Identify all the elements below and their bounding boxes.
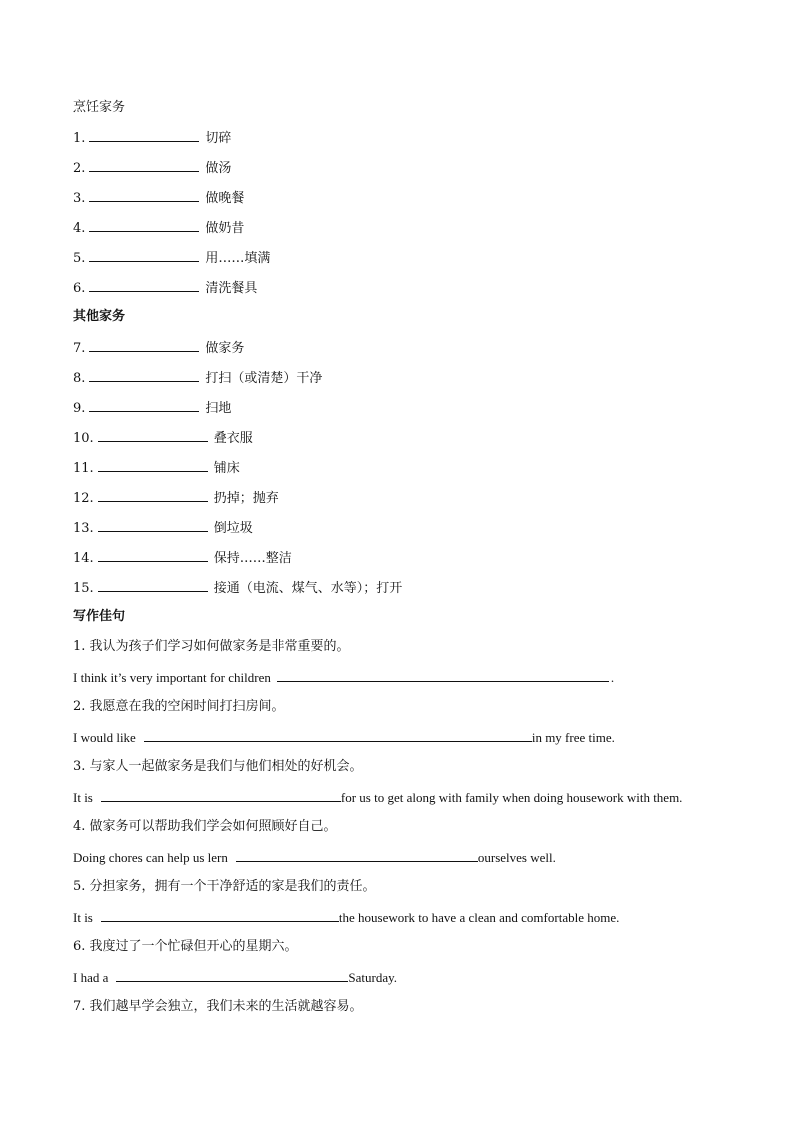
list-item [73,489,760,507]
answer-blank[interactable] [98,519,208,532]
item-meaning: 做家务 [205,341,245,356]
item-number: 3. [73,191,86,206]
item-meaning: 扫地 [205,401,232,416]
item-number: 5. [73,251,86,266]
item-meaning: 扔掉；抛弃 [213,491,279,506]
sentence-start: It is [73,790,93,805]
sentence-prompt: 1. 我认为孩子们学习如何做家务是非常重要的。 [73,639,350,654]
list-item [73,399,760,417]
item-number: 11. [73,461,94,476]
answer-blank[interactable] [89,129,199,142]
sentence-prompt: 2. 我愿意在我的空闲时间打扫房间。 [73,699,285,714]
sentence-prompt: 3. 与家人一起做家务是我们与他们相处的好机会。 [73,759,363,774]
section-title-writing: 写作佳句 [73,609,126,624]
item-meaning: 用……填满 [205,251,271,266]
item-meaning: 打扫（或清楚）干净 [205,371,323,386]
sentence-start: Doing chores can help us lern [73,850,228,865]
item-meaning: 做汤 [205,161,232,176]
item-meaning: 倒垃圾 [213,521,253,536]
answer-blank[interactable] [89,159,199,172]
answer-blank[interactable] [89,399,199,412]
item-number: 10. [73,431,94,446]
item-number: 1. [73,131,86,146]
answer-blank[interactable] [89,279,199,292]
answer-blank[interactable] [98,459,208,472]
answer-blank[interactable] [89,339,199,352]
list-item [73,339,760,357]
item-number: 14. [73,551,94,566]
list-item [73,159,760,177]
item-number: 13. [73,521,94,536]
sentence-line [73,669,760,686]
sentence-start: I think it’s very important for children [73,670,271,685]
item-meaning: 保持……整洁 [213,551,292,566]
sentence-end: . [610,670,615,685]
item-number: 6. [73,281,86,296]
item-number: 2. [73,161,86,176]
answer-blank[interactable] [98,489,208,502]
sentence-line [73,729,760,746]
sentence-end: for us to get along with family when doing housework with them. [340,790,683,805]
answer-blank[interactable] [236,849,478,862]
answer-blank[interactable] [98,579,208,592]
item-number: 8. [73,371,86,386]
item-meaning: 叠衣服 [213,431,253,446]
answer-blank[interactable] [101,789,341,802]
item-meaning: 做奶昔 [205,221,245,236]
sentence-line [73,909,760,926]
sentence-line [73,849,760,866]
item-number: 7. [73,341,86,356]
answer-blank[interactable] [101,909,339,922]
sentence-prompt: 4. 做家务可以帮助我们学会如何照顾好自己。 [73,819,337,834]
list-item [73,549,760,567]
sentence-start: I would like [73,730,136,745]
item-meaning: 做晚餐 [205,191,245,206]
list-item [73,459,760,477]
list-item [73,579,760,597]
sentence-prompt: 7. 我们越早学会独立，我们未来的生活就越容易。 [73,999,363,1014]
answer-blank[interactable] [98,549,208,562]
answer-blank[interactable] [144,729,532,742]
sentence-prompt: 5. 分担家务，拥有一个干净舒适的家是我们的责任。 [73,879,376,894]
section-title-cooking: 烹饪家务 [73,100,126,115]
sentence-prompt: 6. 我度过了一个忙碌但开心的星期六。 [73,939,298,954]
answer-blank[interactable] [98,429,208,442]
list-item [73,249,760,267]
sentence-end: in my free time. [531,730,615,745]
item-meaning: 接通（电流、煤气、水等）；打开 [213,581,403,596]
sentence-end: ourselves well. [477,850,556,865]
answer-blank[interactable] [277,669,609,682]
section-title-other: 其他家务 [73,309,126,324]
sentence-start: I had a [73,970,109,985]
sentence-start: It is [73,910,93,925]
list-item [73,279,760,297]
item-number: 9. [73,401,86,416]
sentence-line [73,969,760,986]
sentence-end: Saturday. [348,970,397,985]
list-item [73,369,760,387]
list-item [73,189,760,207]
item-meaning: 铺床 [213,461,240,476]
item-number: 12. [73,491,94,506]
list-item [73,129,760,147]
list-item [73,519,760,537]
sentence-end: the housework to have a clean and comfortable home. [338,910,620,925]
answer-blank[interactable] [89,219,199,232]
item-meaning: 清洗餐具 [205,281,258,296]
item-meaning: 切碎 [205,131,232,146]
answer-blank[interactable] [89,369,199,382]
list-item [73,429,760,447]
list-item [73,219,760,237]
sentence-line [73,789,760,806]
item-number: 15. [73,581,94,596]
item-number: 4. [73,221,86,236]
answer-blank[interactable] [116,969,348,982]
answer-blank[interactable] [89,249,199,262]
answer-blank[interactable] [89,189,199,202]
